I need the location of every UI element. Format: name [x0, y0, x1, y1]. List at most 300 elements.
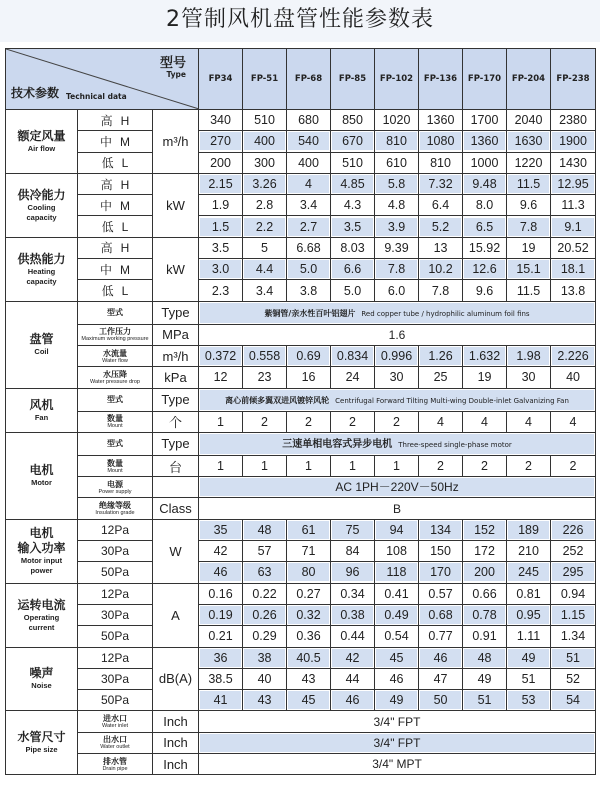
pipe-outlet-value-text: 3/4" FPT [373, 735, 421, 750]
motor-row-insulation [6, 498, 596, 519]
heating-cell [375, 280, 419, 301]
cell-value: 2 [349, 414, 356, 429]
cooling-cell [507, 195, 551, 216]
noise-cell [419, 647, 463, 668]
noise-cell [551, 647, 596, 668]
fan-count-cell [507, 411, 551, 432]
heating-cell [463, 280, 507, 301]
motor_power-cell [331, 562, 375, 583]
coil-flow-cell [507, 345, 551, 366]
fan-count-cell [243, 411, 287, 432]
cell-value: 1360 [464, 132, 505, 150]
motor-power-value [199, 477, 596, 498]
airflow-cell [287, 152, 331, 173]
cooling-label-en: capacity [26, 212, 57, 222]
model-header: FP-85 [331, 49, 375, 110]
level-en: H [120, 113, 130, 128]
heating-cell [551, 237, 596, 258]
fan-type-en: Centrifugal Forward Tilting Multi-wing Double-inlet Galvanizing Fan [335, 396, 569, 405]
cell-value: 0.68 [420, 606, 461, 624]
coil-drop-cell [287, 367, 331, 388]
cell-value: 7.8 [431, 283, 450, 298]
coil-flow-cell [419, 345, 463, 366]
airflow-cell [331, 110, 375, 131]
noise-cell [331, 647, 375, 668]
current-cell [243, 583, 287, 604]
motor-count-cell [243, 455, 287, 476]
motor-type-cn: 三速单相电容式异步电机 [282, 438, 393, 450]
current-cell [287, 626, 331, 647]
cell-value: 46 [420, 649, 461, 667]
airflow-cell [243, 152, 287, 173]
motor_power-cell [419, 519, 463, 540]
cell-value: 340 [210, 113, 231, 128]
fan-type-cn: 离心前倾多翼双进风镀锌风轮 [225, 395, 330, 405]
coil-drop-cell [199, 367, 243, 388]
airflow-cell [551, 152, 596, 173]
pipe-inlet-label-cn: 进水口 [103, 714, 127, 724]
cell-value: 1080 [420, 132, 461, 150]
cell-value: 30 [521, 370, 536, 385]
motor_power-unit: W [153, 519, 199, 583]
cell-value: 400 [244, 132, 285, 150]
airflow-cell [199, 110, 243, 131]
motor_power-cell [199, 562, 243, 583]
cell-value: 172 [474, 544, 495, 559]
pipe-inlet-label [78, 711, 153, 732]
coil-drop-cell [331, 367, 375, 388]
current-cell [331, 626, 375, 647]
pipe-inlet-value-text: 3/4" FPT [373, 714, 421, 729]
airflow-cell [507, 110, 551, 131]
cell-value: 57 [257, 544, 272, 559]
current-cell [463, 626, 507, 647]
cell-value: 12.95 [552, 175, 594, 193]
cooling-cell [199, 173, 243, 194]
cell-value: 0.44 [340, 629, 365, 644]
cooling-cell [199, 216, 243, 237]
cell-value: 96 [332, 563, 373, 581]
cell-value: 4.85 [332, 175, 373, 193]
cell-value: 4 [437, 414, 444, 429]
cell-value: 41 [200, 691, 241, 709]
coil-flow-cell [551, 345, 596, 366]
airflow-unit: m³/h [153, 110, 199, 174]
cell-value: 1430 [559, 155, 587, 170]
cell-value: 6.0 [387, 283, 406, 298]
level-label [78, 280, 153, 301]
cooling-cell [551, 216, 596, 237]
pressure-label: 50Pa [78, 562, 153, 583]
pipe-row-inlet [6, 711, 596, 732]
cell-value: 15.92 [468, 240, 501, 255]
cell-value: 24 [345, 370, 360, 385]
cooling-cell [375, 173, 419, 194]
cell-value: 1 [261, 459, 268, 473]
cell-value: 2 [261, 414, 268, 429]
cell-value: 2 [305, 414, 312, 429]
cooling-cell [243, 216, 287, 237]
level-en: L [121, 284, 129, 299]
cell-value: 0.66 [472, 586, 497, 601]
current-cell [507, 583, 551, 604]
noise-cell [463, 647, 507, 668]
motor-row-power [6, 477, 596, 498]
cell-value: 38 [244, 649, 285, 667]
cell-value: 3.9 [376, 218, 417, 236]
pressure-label: 30Pa [78, 668, 153, 689]
model-header: FP34 [199, 49, 243, 110]
motor_power-cell [419, 541, 463, 562]
cell-value: 35 [200, 521, 241, 539]
noise-cell [243, 647, 287, 668]
model-header: FP-238 [551, 49, 596, 110]
cell-value: 252 [562, 544, 584, 559]
level-cn: 中 [99, 262, 112, 277]
airflow-cell [419, 152, 463, 173]
cell-value: 11.3 [561, 198, 585, 213]
noise-group-label [6, 647, 78, 711]
cell-value: 18.1 [552, 260, 594, 278]
motor-power-unit [153, 477, 199, 498]
current-cell [419, 604, 463, 625]
cell-value: 19 [521, 240, 536, 255]
heating-row-high [6, 237, 596, 258]
cell-value: 49 [376, 691, 417, 709]
motor-group-label [6, 432, 78, 519]
cell-value: 0.34 [340, 586, 365, 601]
cooling-cell [463, 216, 507, 237]
heating-cell [419, 259, 463, 280]
level-cn: 中 [99, 134, 112, 149]
motor_power-cell [551, 562, 596, 583]
motor_power-cell [507, 541, 551, 562]
cooling-row-mid [6, 195, 596, 216]
cell-value: 5.0 [288, 260, 329, 278]
current-row-12pa [6, 583, 596, 604]
cell-value: 19 [477, 370, 492, 385]
noise-cell [507, 668, 551, 689]
heating-cell [375, 237, 419, 258]
cell-value: 0.21 [208, 629, 233, 644]
noise-unit: dB(A) [153, 647, 199, 711]
cell-value: 2 [481, 459, 488, 473]
cell-value: 4.3 [343, 198, 362, 213]
coil-pressure-value [199, 324, 596, 345]
pipe-outlet-label [78, 732, 153, 753]
motor_power-cell [507, 562, 551, 583]
motor-row-count [6, 455, 596, 476]
motor_power-cell [199, 519, 243, 540]
fan-type-unit: Type [153, 388, 199, 411]
heating-cell [463, 237, 507, 258]
coil-type-label [78, 301, 153, 324]
cell-value: 3.5 [332, 218, 373, 236]
airflow-cell [243, 110, 287, 131]
motor-label-en: Motor [31, 478, 52, 488]
airflow-cell [375, 152, 419, 173]
cell-value: 94 [376, 521, 417, 539]
motor-count-cell [551, 455, 596, 476]
type-label-cn: 型号 [160, 56, 187, 71]
airflow-cell [551, 131, 596, 152]
cell-value: 245 [508, 563, 549, 581]
level-en: H [120, 177, 130, 192]
cooling-cell [287, 216, 331, 237]
airflow-cell [419, 110, 463, 131]
current-cell [419, 583, 463, 604]
cell-value: 71 [301, 544, 316, 559]
cell-value: 0.16 [208, 586, 233, 601]
cell-value: 210 [518, 544, 539, 559]
cell-value: 5.0 [343, 283, 362, 298]
coil-row-type [6, 301, 596, 324]
motor_power-cell [551, 519, 596, 540]
cell-value: 25 [433, 370, 448, 385]
heating-cell [331, 237, 375, 258]
heating-cell [507, 237, 551, 258]
cell-value: 1 [305, 459, 312, 473]
noise-cell [507, 647, 551, 668]
cell-value: 61 [288, 521, 329, 539]
heating-cell [243, 259, 287, 280]
cell-value: 3.8 [299, 283, 318, 298]
current-unit: A [153, 583, 199, 647]
level-cn: 高 [100, 177, 113, 192]
cell-value: 0.22 [252, 586, 277, 601]
motor_power-row-12pa [6, 519, 596, 540]
cell-value: 2.3 [211, 283, 230, 298]
current-cell [463, 583, 507, 604]
cell-value: 4 [288, 175, 329, 193]
cell-value: 0.95 [508, 606, 549, 624]
cell-value: 12 [213, 370, 228, 385]
cell-value: 6.4 [431, 198, 450, 213]
cell-value: 5 [261, 240, 268, 255]
airflow-label-cn: 额定风量 [17, 128, 66, 143]
cell-value: 9.1 [552, 218, 594, 236]
cell-value: 118 [376, 563, 417, 581]
cell-value: 45 [288, 691, 329, 709]
cell-value: 12.6 [464, 260, 505, 278]
cell-value: 44 [345, 671, 360, 686]
cell-value: 6.6 [332, 260, 373, 278]
noise-cell [551, 690, 596, 711]
heating-cell [463, 259, 507, 280]
cell-value: 134 [420, 521, 461, 539]
current-label-en: current [28, 622, 55, 632]
cell-value: 40 [257, 671, 272, 686]
pipe-outlet-label-cn: 出水口 [103, 735, 127, 745]
cell-value: 2 [393, 414, 400, 429]
cell-value: 48 [464, 649, 505, 667]
cell-value: 0.94 [560, 586, 586, 601]
heating-cell [419, 237, 463, 258]
pipe-drain-unit: Inch [153, 754, 199, 775]
cell-value: 0.49 [376, 606, 417, 624]
coil-pressure-unit: MPa [153, 324, 199, 345]
pipe-row-outlet [6, 732, 596, 753]
current-cell [507, 604, 551, 625]
cooling-group-label [6, 173, 78, 237]
cell-value: 51 [464, 691, 505, 709]
cell-value: 5.8 [376, 175, 417, 193]
cell-value: 36 [200, 649, 241, 667]
airflow-row-high [6, 110, 596, 131]
cell-value: 52 [566, 671, 580, 686]
airflow-cell [507, 131, 551, 152]
cooling-label-en: Cooling [27, 202, 56, 212]
cell-value: 2 [525, 459, 532, 473]
cooling-cell [331, 195, 375, 216]
cell-value: 1360 [426, 113, 455, 128]
motor-insulation-label-en: Insulation grade [95, 510, 135, 517]
cell-value: 510 [342, 155, 363, 170]
noise-cell [199, 690, 243, 711]
cell-value: 84 [345, 544, 360, 559]
coil-flow-cell [243, 345, 287, 366]
cooling-cell [331, 173, 375, 194]
cell-value: 1700 [470, 113, 499, 128]
pipe-label-cn: 水管尺寸 [17, 730, 66, 745]
current-cell [243, 626, 287, 647]
pressure-label: 12Pa [78, 583, 153, 604]
fan-type-label [78, 388, 153, 411]
model-header: FP-204 [507, 49, 551, 110]
heating-cell [243, 280, 287, 301]
coil-type-unit: Type [153, 301, 199, 324]
airflow-cell [507, 152, 551, 173]
cell-value: 2.2 [244, 218, 285, 236]
coil-flow-label-cn: 水流量 [103, 348, 127, 358]
motor-count-cell [507, 455, 551, 476]
performance-table [5, 48, 596, 775]
motor-count-cell [463, 455, 507, 476]
current-group-label [6, 583, 78, 647]
motor-insulation-value-text: B [393, 501, 402, 516]
coil-drop-cell [551, 367, 596, 388]
pipe-inlet-unit: Inch [153, 711, 199, 732]
cell-value: 0.372 [200, 347, 241, 365]
current-cell [551, 626, 596, 647]
cell-value: 150 [430, 544, 451, 559]
cell-value: 5.2 [420, 218, 461, 236]
current-cell [287, 604, 331, 625]
level-en: L [121, 220, 129, 235]
motor-type-label [78, 432, 153, 455]
cell-value: 0.29 [252, 629, 277, 644]
cell-value: 40 [566, 370, 580, 385]
level-cn: 低 [101, 156, 114, 171]
motor-count-cell [199, 455, 243, 476]
heating-cell [507, 259, 551, 280]
noise-cell [331, 690, 375, 711]
current-cell [243, 604, 287, 625]
header-row [6, 49, 596, 110]
noise-cell [507, 690, 551, 711]
motor-power-value-text: AC 1PH－220V－50Hz [335, 480, 459, 495]
fan-count-cell [419, 411, 463, 432]
model-header: FP-102 [375, 49, 419, 110]
pipe-drain-label-en: Drain pipe [102, 765, 128, 772]
cell-value: 9.6 [519, 198, 538, 213]
fan-count-label [78, 411, 153, 432]
noise-cell [199, 668, 243, 689]
current-cell [287, 583, 331, 604]
motor-row-type [6, 432, 596, 455]
cooling-cell [331, 216, 375, 237]
cell-value: 63 [244, 563, 285, 581]
current-cell [375, 604, 419, 625]
motor_power-cell [507, 519, 551, 540]
cell-value: 680 [298, 113, 319, 128]
cell-value: 2.226 [552, 347, 594, 365]
pipe-label-en: Pipe size [25, 745, 58, 755]
heating-cell [199, 259, 243, 280]
heating-cell [375, 259, 419, 280]
level-label [78, 152, 153, 173]
cell-value: 670 [332, 132, 373, 150]
cell-value: 16 [301, 370, 316, 385]
cell-value: 3.4 [299, 198, 318, 213]
cooling-cell [419, 195, 463, 216]
cell-value: 80 [288, 563, 329, 581]
motor_power-cell [287, 541, 331, 562]
pipe-drain-label [78, 754, 153, 775]
cell-value: 2040 [514, 113, 543, 128]
current-cell [551, 604, 596, 625]
motor_power-cell [331, 541, 375, 562]
current-cell [419, 626, 463, 647]
level-label [78, 131, 153, 152]
heating-cell [551, 259, 596, 280]
motor_power-label-cn: 输入功率 [17, 541, 66, 556]
cell-value: 810 [376, 132, 417, 150]
motor-power-label-en: Power supply [98, 488, 132, 495]
current-cell [375, 583, 419, 604]
airflow-cell [375, 110, 419, 131]
cell-value: 9.48 [464, 175, 505, 193]
cell-value: 53 [508, 691, 549, 709]
motor_power-cell [375, 541, 419, 562]
airflow-cell [375, 131, 419, 152]
cell-value: 1.9 [211, 198, 230, 213]
coil-drop-label-en: Water pressure drop [90, 378, 140, 385]
cell-value: 6.5 [464, 218, 505, 236]
cell-value: 0.54 [384, 629, 409, 644]
motor_power-cell [463, 562, 507, 583]
motor-count-cell [331, 455, 375, 476]
pressure-label: 50Pa [78, 690, 153, 711]
motor_power-cell [243, 541, 287, 562]
airflow-label-en: Air flow [27, 143, 56, 153]
motor_power-label-en: power [30, 566, 53, 576]
coil-drop-cell [243, 367, 287, 388]
pipe-outlet-label-en: Water outlet [100, 744, 130, 751]
motor-count-label-en: Mount [107, 467, 123, 474]
coil-drop-cell [375, 367, 419, 388]
cooling-label-cn: 供冷能力 [17, 187, 66, 202]
cell-value: 2 [569, 459, 577, 473]
heating-cell [551, 280, 596, 301]
cell-value: 47 [433, 671, 448, 686]
airflow-cell [199, 131, 243, 152]
cell-value: 42 [213, 544, 228, 559]
motor_power-cell [287, 562, 331, 583]
pipe-group-label [6, 711, 78, 775]
heating-unit: kW [153, 237, 199, 301]
cell-value: 0.77 [428, 629, 453, 644]
